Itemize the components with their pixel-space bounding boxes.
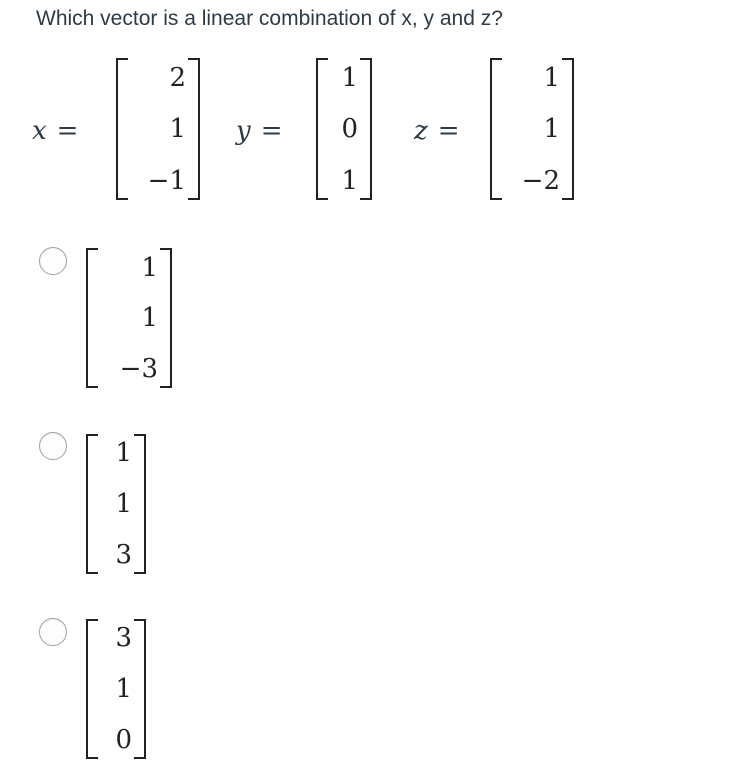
- vector-z-name: z: [414, 116, 428, 146]
- left-bracket: [116, 58, 128, 200]
- vector-x-entry-3: −1: [147, 166, 186, 196]
- vector-y-matrix: [316, 58, 372, 200]
- left-bracket: [490, 58, 502, 200]
- vector-x-entry-1: 2: [169, 63, 186, 93]
- vector-z-entry-3: −2: [521, 166, 560, 196]
- vector-y-entry-1: 1: [341, 63, 358, 93]
- right-bracket: [134, 619, 146, 759]
- option-2-entry-1: 1: [115, 438, 132, 468]
- right-bracket: [562, 58, 574, 200]
- right-bracket: [360, 58, 372, 200]
- vector-z-equals: =: [437, 116, 460, 146]
- vector-x-entry-2: 1: [169, 114, 186, 144]
- option-1-radio[interactable]: [39, 247, 67, 275]
- option-3-entry-2: 1: [115, 674, 132, 704]
- vector-y-label: [236, 116, 283, 146]
- vector-x-label: [32, 116, 78, 146]
- left-bracket: [316, 58, 328, 200]
- option-2-matrix[interactable]: [86, 434, 146, 574]
- option-2-entry-2: 1: [115, 489, 132, 519]
- option-2-entry-3: 3: [115, 540, 132, 570]
- option-3-entry-3: 0: [115, 725, 132, 755]
- vector-y-entry-3: 1: [341, 166, 358, 196]
- vector-x-equals: =: [56, 116, 79, 146]
- right-bracket: [160, 248, 172, 388]
- left-bracket: [86, 434, 98, 574]
- option-3-radio[interactable]: [39, 618, 67, 646]
- vector-z-label: [414, 116, 460, 146]
- vector-x-matrix: [116, 58, 200, 200]
- vector-y-equals: =: [260, 116, 283, 146]
- vector-z-entry-2: 1: [543, 114, 560, 144]
- option-1-entry-3: −3: [119, 354, 158, 384]
- left-bracket: [86, 248, 98, 388]
- left-bracket: [86, 619, 98, 759]
- option-1-entry-1: 1: [141, 253, 158, 283]
- option-3-entry-1: 3: [115, 623, 132, 653]
- option-3-matrix[interactable]: [86, 619, 146, 759]
- right-bracket: [134, 434, 146, 574]
- option-1-matrix[interactable]: [86, 248, 172, 388]
- vector-z-matrix: [490, 58, 574, 200]
- vector-y-entry-2: 0: [341, 114, 358, 144]
- option-1-entry-2: 1: [141, 303, 158, 333]
- option-2-radio[interactable]: [39, 432, 67, 460]
- vector-y-name: y: [236, 116, 251, 146]
- question-text: Which vector is a linear combination of x, y and z?: [36, 7, 503, 30]
- right-bracket: [188, 58, 200, 200]
- vector-x-name: x: [32, 116, 47, 146]
- vector-z-entry-1: 1: [543, 63, 560, 93]
